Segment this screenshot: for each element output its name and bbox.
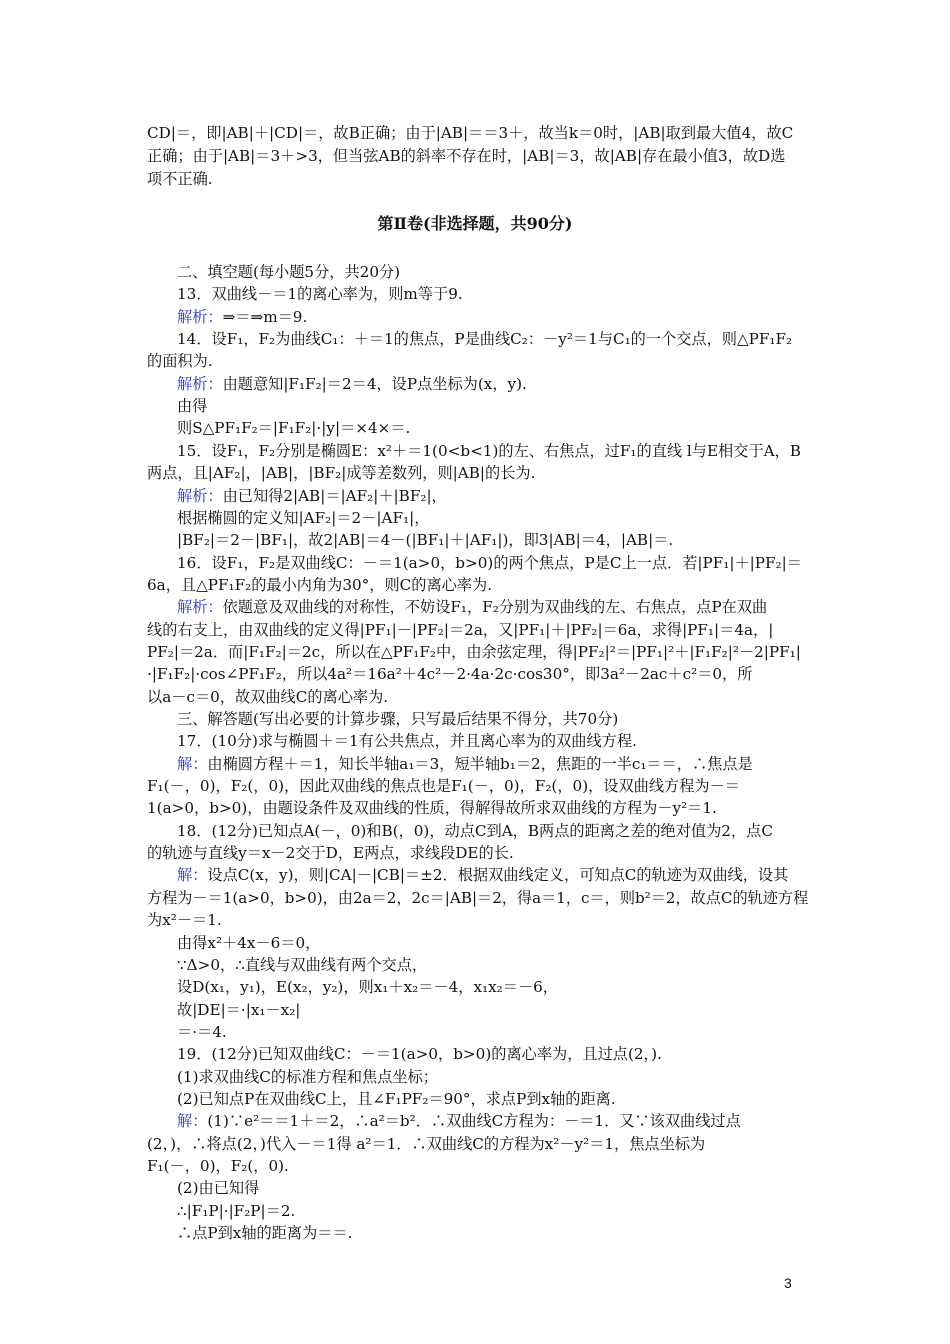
text-line xyxy=(177,1200,295,1222)
line-text: 6a，且△PF₁F₂的最小内角为30°，则C的离心率为. xyxy=(147,575,493,594)
line-text: 以a－c＝0，故双曲线C的离心率为. xyxy=(147,687,389,706)
line-text: 两点，且|AF₂|，|AB|，|BF₂|成等差数列，则|AB|的长为. xyxy=(147,464,536,483)
line-text: 依题意及双曲线的对称性，不妨设F₁，F₂分别为双曲线的左、右焦点，点P在双曲 xyxy=(222,598,768,617)
line-text: 13．双曲线－＝1的离心率为，则m等于9. xyxy=(177,285,463,304)
line-text: 的面积为. xyxy=(147,352,213,371)
line-text: 故|DE|＝·|x₁－x₂| xyxy=(177,1000,301,1019)
page-number: 3 xyxy=(784,1275,792,1291)
line-text: (1)∵e²＝＝1＋＝2，∴a²＝b²．∴双曲线C方程为：－＝1．又∵该双曲线过点 xyxy=(207,1112,741,1131)
line-text: 14．设F₁，F₂为曲线C₁：＋＝1的焦点，P是曲线C₂：－y²＝1与C₁的一个交点，则△PF₁F₂ xyxy=(177,330,793,349)
line-text: 线的右支上，由双曲线的定义得|PF₁|－|PF₂|＝2a，又|PF₁|＋|PF₂|＝6a，求得|PF₁|＝4a，| xyxy=(147,620,774,639)
line-text: (1)求双曲线C的标准方程和焦点坐标； xyxy=(177,1067,438,1086)
text-line xyxy=(177,820,773,842)
line-text: 二、填空题(每小题5分，共20分) xyxy=(177,263,401,281)
line-text: 三、解答题(写出必要的计算步骤，只写最后结果不得分，共70分) xyxy=(177,710,619,728)
text-line xyxy=(177,328,792,350)
solution-line xyxy=(177,485,447,507)
text-line xyxy=(177,395,207,417)
solution-line xyxy=(177,306,307,328)
line-text: ·|F₁F₂|·cos∠PF₁F₂，所以4a²＝16a²＋4c²－2·4a·2c·cos30°，即3a²－2ac＋c²＝0，所 xyxy=(147,665,753,684)
line-text: 由得x²＋4x－6＝0， xyxy=(177,933,321,952)
line-text: ＝·＝4. xyxy=(177,1022,227,1041)
line-text: 19．(12分)已知双曲线C：－＝1(a>0，b>0)的离心率为，且过点(2，). xyxy=(177,1045,662,1064)
solution-label: 解析： xyxy=(177,307,223,326)
line-text: ⇒＝⇒m＝9. xyxy=(222,307,308,326)
text-line xyxy=(147,619,773,641)
text-line xyxy=(177,1043,662,1065)
section-heading: 第Ⅱ卷(非选择题，共90分) xyxy=(377,214,573,233)
text-line xyxy=(177,529,673,551)
line-text: 15．设F₁，F₂分别是椭圆E：x²＋＝1(0<b<1)的左、右焦点，过F₁的直线 l与E相交于A，B xyxy=(177,441,801,460)
line-text: 由已知得2|AB|＝|AF₂|＋|BF₂|， xyxy=(222,486,447,505)
text-line xyxy=(147,842,514,864)
text-line xyxy=(177,1021,227,1043)
text-line xyxy=(147,350,213,372)
line-text: (2)已知点P在双曲线C上，且∠F₁PF₂＝90°，求点P到x轴的距离. xyxy=(177,1089,616,1108)
text-line xyxy=(177,1222,353,1244)
line-text: (2，)，∴将点(2，)代入－＝1得 a²＝1．∴双曲线C的方程为x²－y²＝1，焦点坐标为 xyxy=(147,1134,706,1153)
text-line xyxy=(147,574,492,596)
text-line xyxy=(177,1066,438,1088)
solution-line xyxy=(177,753,753,775)
text-line xyxy=(177,932,320,954)
solution-line xyxy=(177,596,767,618)
solution-line xyxy=(177,373,527,395)
line-text: 由椭圆方程＋＝1，知长半轴a₁＝3，短半轴b₁＝2，焦距的一半c₁＝＝，∴焦点是 xyxy=(207,754,753,773)
line-text: (2)由已知得 xyxy=(177,1179,260,1198)
text-line xyxy=(177,261,400,283)
solution-label: 解析： xyxy=(177,598,223,617)
text-line xyxy=(177,507,429,529)
line-text: 17．(10分)求与椭圆＋＝1有公共焦点，并且离心率为的双曲线方程. xyxy=(177,732,637,751)
text-line xyxy=(177,283,463,305)
text-line xyxy=(147,641,801,663)
line-text: 方程为－＝1(a>0，b>0)，由2a＝2，2c＝|AB|＝2，得a＝1，c＝，则b²＝2，故点C的轨迹方程 xyxy=(147,888,809,907)
line-text: 设D(x₁，y₁)，E(x₂，y₂)，则x₁＋x₂＝－4，x₁x₂＝－6， xyxy=(177,978,558,997)
solution-line xyxy=(177,864,788,886)
solution-label: 解： xyxy=(177,866,208,885)
line-text: 的轨迹与直线y＝x－2交于D，E两点，求线段DE的长. xyxy=(147,844,514,863)
line-text: 为x²－＝1. xyxy=(147,911,222,930)
line-text: 16．设F₁，F₂是双曲线C：－＝1(a>0，b>0)的两个焦点，P是C上一点．若|PF₁|＋|PF₂|＝ xyxy=(177,553,802,572)
line-text: 由得 xyxy=(177,397,208,416)
text-line xyxy=(177,552,802,574)
line-text: |BF₂|＝2－|BF₁|，故2|AB|＝4－(|BF₁|＋|AF₁|)，即3|AB|＝4，|AB|＝. xyxy=(177,531,674,550)
line-text: 18．(12分)已知点A(－，0)和B(，0)，动点C到A，B两点的距离之差的绝对值为2，点C xyxy=(177,821,773,840)
text-line xyxy=(147,1133,705,1155)
text-line xyxy=(147,462,535,484)
text-line xyxy=(147,663,752,685)
line-text: F₁(－，0)，F₂(，0). xyxy=(147,1157,289,1175)
text-line xyxy=(147,775,740,797)
line-text: 则S△PF₁F₂＝|F₁F₂|·|y|＝×4×＝. xyxy=(177,419,411,438)
line-text: 由题意知|F₁F₂|＝2＝4，设P点坐标为(x，y). xyxy=(222,374,527,393)
solution-label: 解析： xyxy=(177,486,223,505)
text-line xyxy=(177,999,300,1021)
text-line: CD|＝，即|AB|＋|CD|＝，故B正确；由于|AB|＝＝3＋，故当k＝0时，|AB|取到最大值4，故C xyxy=(147,124,794,142)
text-line: 正确；由于|AB|＝3＋>3，但当弦AB的斜率不存在时，|AB|＝3，故|AB|存在最小值3，故D选 xyxy=(147,146,786,165)
text-line: 项不正确. xyxy=(147,169,213,188)
text-line xyxy=(147,909,222,931)
text-line xyxy=(147,1155,289,1177)
line-text: ∴点P到x轴的距离为＝＝. xyxy=(177,1224,353,1243)
line-text: ∵Δ>0，∴直线与双曲线有两个交点， xyxy=(177,955,428,974)
text-line xyxy=(177,954,427,976)
text-line xyxy=(177,417,410,439)
solution-label: 解： xyxy=(177,754,208,773)
line-text: PF₂|＝2a．而|F₁F₂|＝2c，所以在△PF₁F₂中，由余弦定理，得|PF₂|²＝|PF₁|²＋|F₁F₂|²－2|PF₁| xyxy=(147,642,801,661)
text-line xyxy=(177,1177,259,1199)
solution-line xyxy=(177,1110,741,1132)
line-text: 根据椭圆的定义知|AF₂|＝2－|AF₁|， xyxy=(177,508,430,527)
text-line xyxy=(147,887,808,909)
text-line xyxy=(147,797,717,819)
solution-label: 解： xyxy=(177,1112,208,1131)
text-line xyxy=(177,730,637,752)
line-text: 1(a>0，b>0)，由题设条件及双曲线的性质，得解得故所求双曲线的方程为－y²＝1. xyxy=(147,799,717,818)
text-line xyxy=(177,976,558,998)
text-line xyxy=(177,440,801,462)
text-line xyxy=(147,686,388,708)
line-text: 设点C(x，y)，则|CA|－|CB|＝±2．根据双曲线定义，可知点C的轨迹为双曲线，设其 xyxy=(207,866,789,885)
text-line xyxy=(177,708,618,730)
line-text: ∴|F₁P|·|F₂P|＝2. xyxy=(177,1201,296,1220)
line-text: F₁(－，0)，F₂(，0)，因此双曲线的焦点也是F₁(－，0)，F₂(，0)，设双曲线方程为－＝ xyxy=(147,777,740,796)
text-line xyxy=(177,1088,616,1110)
solution-label: 解析： xyxy=(177,374,223,393)
